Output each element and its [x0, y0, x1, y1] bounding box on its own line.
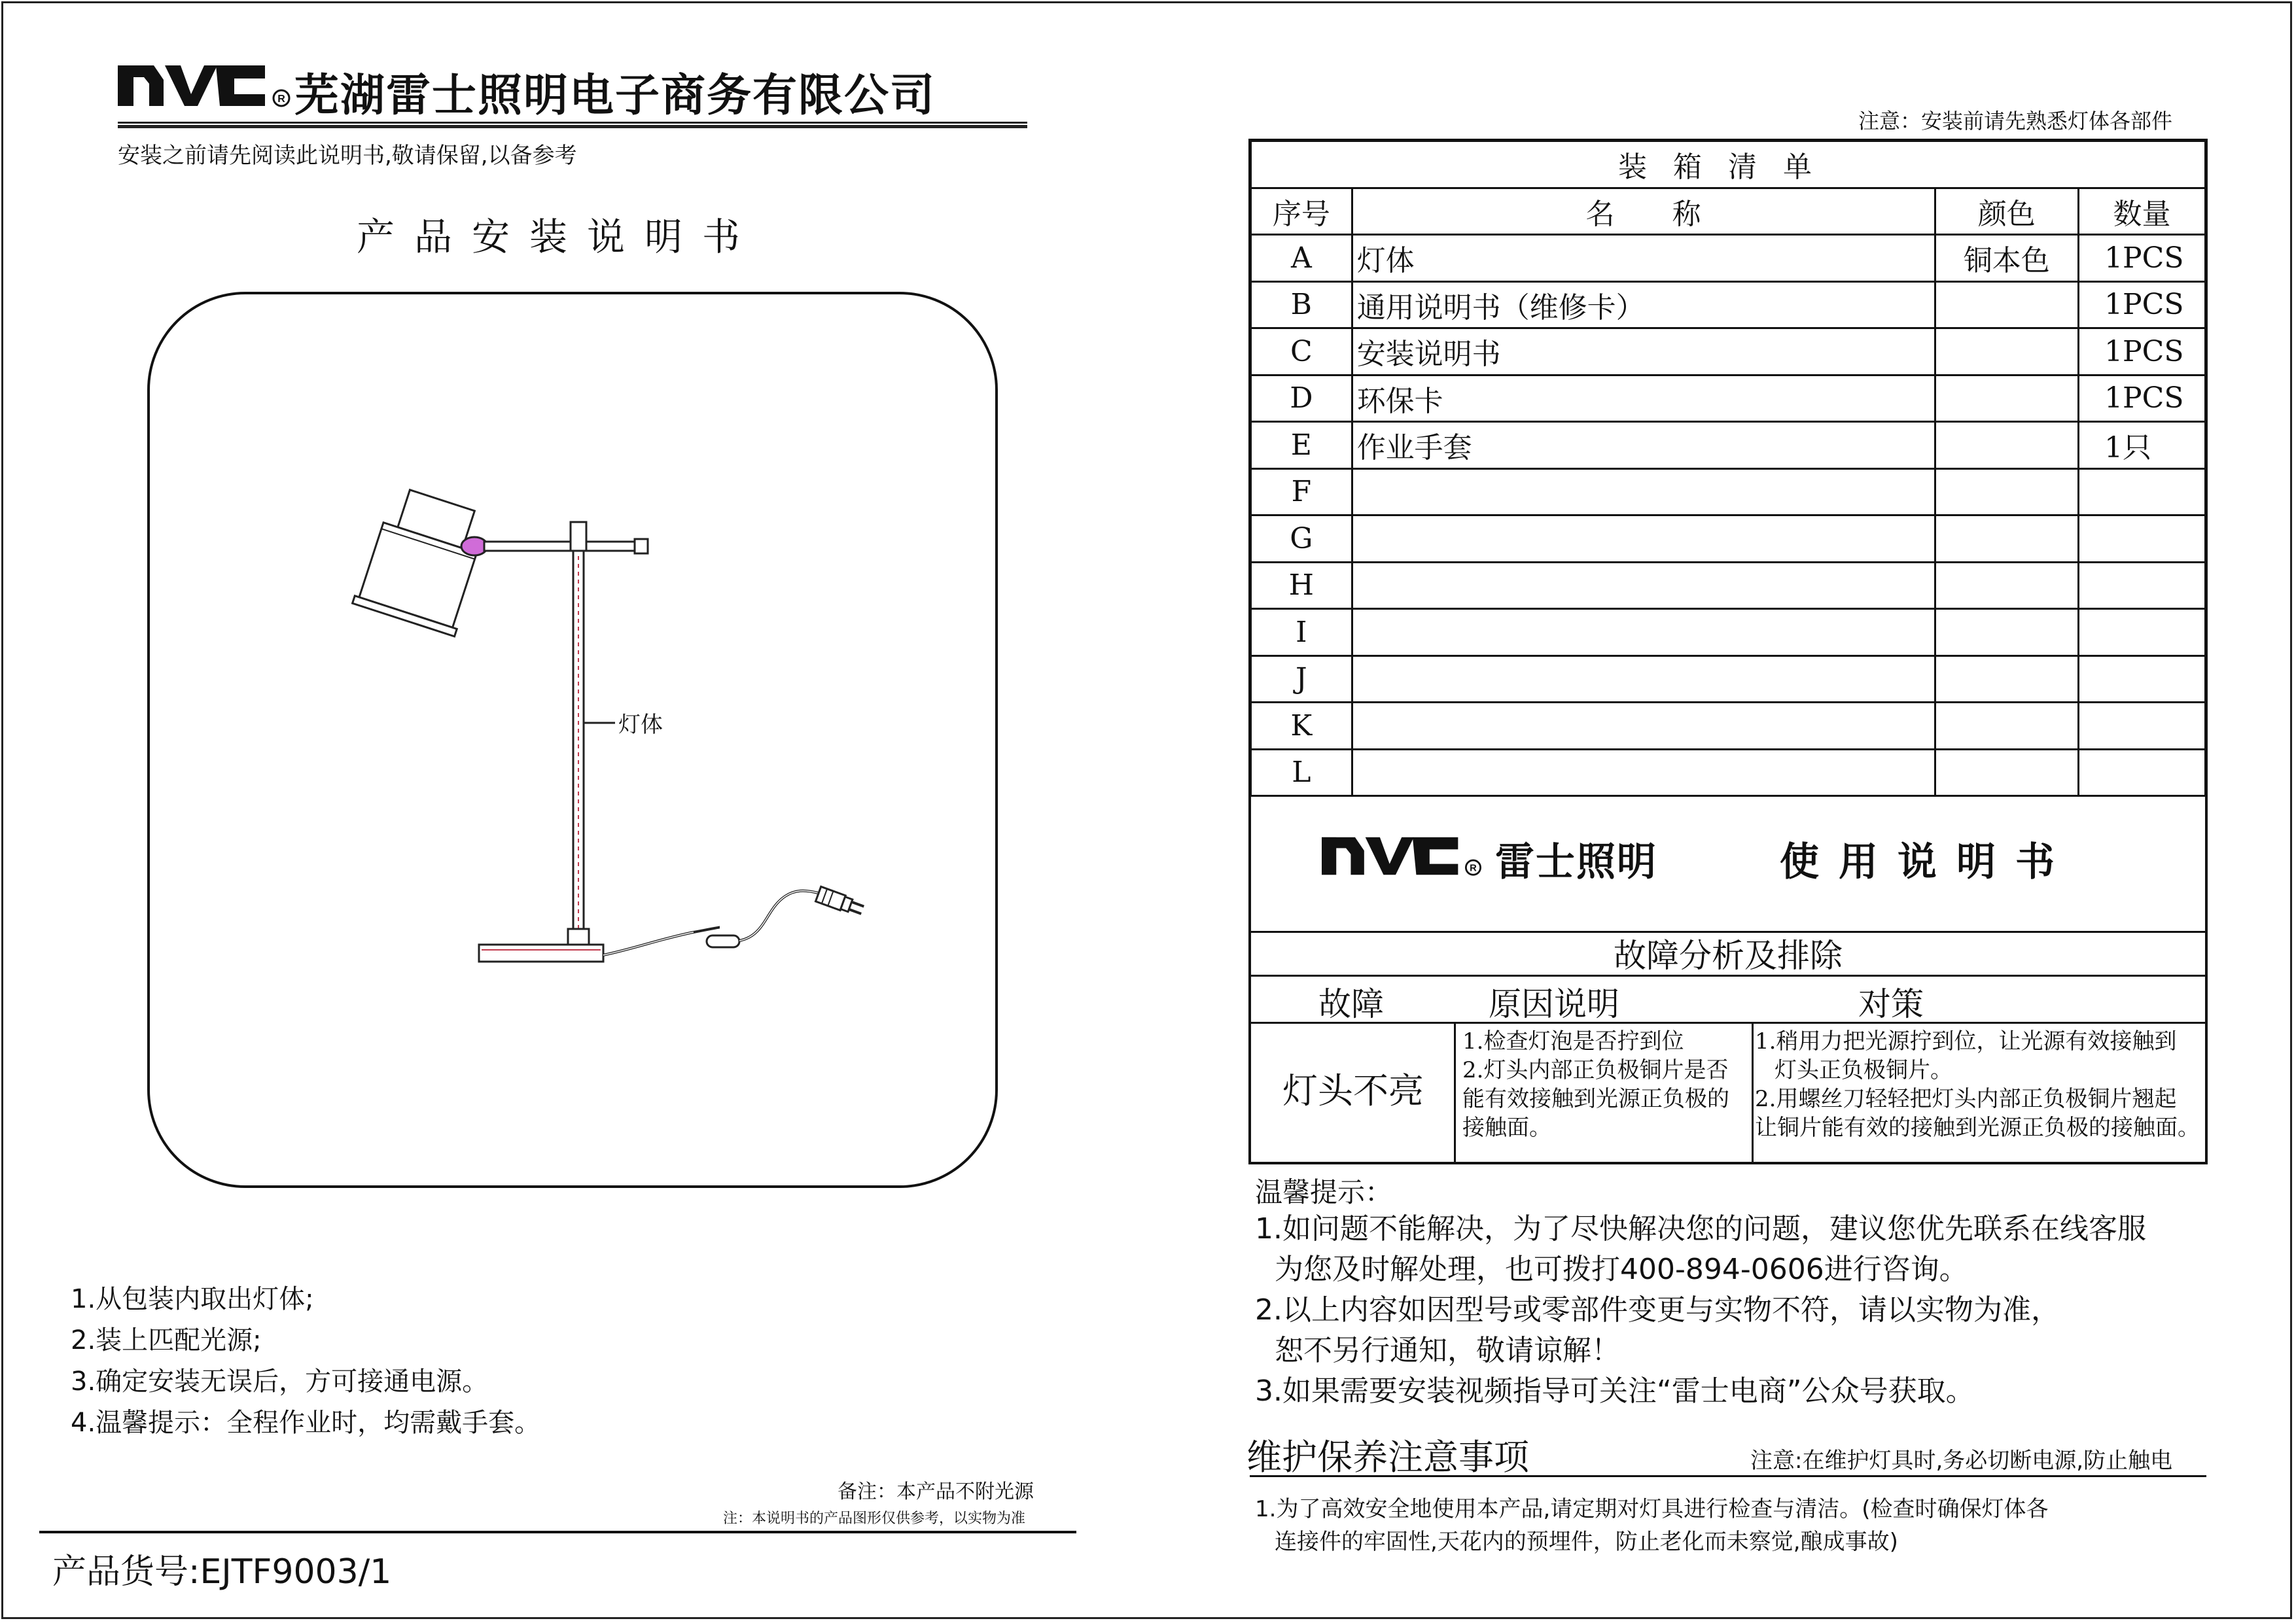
- col-header-qty: 数量: [2079, 188, 2206, 235]
- pre-install-note: 注意：安装前请先熟悉灯体各部件: [1858, 109, 2173, 133]
- row-qty: [2079, 515, 2206, 563]
- remedy-item: 让铜片能有效的接触到光源正负极的接触面。: [1755, 1115, 2200, 1141]
- read-notice: 安装之前请先阅读此说明书,敬请保留,以备参考: [118, 143, 577, 169]
- row-color: 铜本色: [1935, 235, 2079, 282]
- tip-line: 为您及时解处理，也可拨打400-894-0606进行咨询。: [1275, 1253, 1968, 1286]
- table-row: [1251, 609, 2206, 656]
- nvc-logo-small: [1322, 832, 1485, 881]
- col-header-no: 序号: [1251, 188, 1352, 235]
- header-rule: [118, 122, 1027, 128]
- row-name: [1352, 468, 1935, 515]
- step-item: 1.从包装内取出灯体;: [71, 1284, 314, 1314]
- row-name: [1352, 562, 1935, 609]
- troubleshooting-header-rule: [1250, 1022, 2206, 1024]
- row-qty: [2079, 749, 2206, 796]
- row-code: C: [1251, 328, 1352, 375]
- row-code: L: [1251, 749, 1352, 796]
- tip-line: 3.如果需要安装视频指导可关注“雷士电商”公众号获取。: [1255, 1374, 1975, 1408]
- row-name: 环保卡: [1352, 375, 1935, 422]
- row-name: 通用说明书（维修卡）: [1352, 281, 1935, 328]
- table-row: [1251, 515, 2206, 563]
- row-color: [1935, 609, 2079, 656]
- image-disclaimer: 注：本说明书的产品图形仅供参考，以实物为准: [723, 1510, 1026, 1527]
- cause-list: [1462, 1027, 1744, 1142]
- col-header-name: 名 称: [1352, 188, 1935, 235]
- plug-icon: [815, 886, 865, 917]
- row-code: J: [1251, 655, 1352, 703]
- tip-line: 1.如问题不能解决，为了尽快解决您的问题，建议您优先联系在线客服: [1255, 1212, 2146, 1246]
- packing-list-table: [1250, 140, 2206, 797]
- row-code: G: [1251, 515, 1352, 563]
- remedy-header: 对策: [1858, 985, 1924, 1023]
- row-color: [1935, 468, 2079, 515]
- table-row: [1251, 468, 2206, 515]
- row-color: [1935, 562, 2079, 609]
- row-color: [1935, 515, 2079, 563]
- row-code: F: [1251, 468, 1352, 515]
- row-qty: [2079, 468, 2206, 515]
- row-name: [1352, 515, 1935, 563]
- row-qty: [2079, 703, 2206, 750]
- tips-heading: 温馨提示：: [1255, 1176, 1393, 1208]
- maintenance-rule: [1250, 1475, 2206, 1477]
- brand-short-name: 雷士照明: [1495, 839, 1657, 885]
- step-item: 3.确定安装无误后，方可接通电源。: [71, 1367, 489, 1397]
- row-qty: 1PCS: [2079, 328, 2206, 375]
- tips-list: [1255, 1209, 2146, 1412]
- row-name: [1352, 703, 1935, 750]
- row-qty: [2079, 609, 2206, 656]
- tip-line: 恕不另行通知，敬请谅解！: [1275, 1334, 1620, 1367]
- row-qty: 1只: [2079, 422, 2206, 469]
- maintenance-warning: 注意:在维护灯具时,务必切断电源,防止触电: [1750, 1448, 2173, 1474]
- row-code: I: [1251, 609, 1352, 656]
- company-name: 芜湖雷士照明电子商务有限公司: [294, 70, 936, 122]
- svg-text:R: R: [277, 94, 285, 105]
- row-color: [1935, 422, 2079, 469]
- product-code: 产品货号:EJTF9003/1: [52, 1552, 392, 1592]
- fault-text: 灯头不亮: [1282, 1070, 1424, 1111]
- use-manual-title: 使用说明书: [1780, 839, 2074, 885]
- col-header-color: 颜色: [1935, 188, 2079, 235]
- row-code: D: [1251, 375, 1352, 422]
- table-row: [1251, 235, 2206, 282]
- plug-cord-drawing: [654, 870, 903, 981]
- row-name: [1352, 609, 1935, 656]
- row-name: 安装说明书: [1352, 328, 1935, 375]
- row-code: K: [1251, 703, 1352, 750]
- troubleshooting-title: 故障分析及排除: [1250, 931, 2206, 977]
- row-name: [1352, 749, 1935, 796]
- cause-header: 原因说明: [1489, 985, 1619, 1023]
- fault-header: 故障: [1318, 985, 1384, 1023]
- row-qty: 1PCS: [2079, 281, 2206, 328]
- col-divider: [1752, 1022, 1754, 1163]
- maintenance-line: 连接件的牢固性,天花内的预埋件，防止老化而未察觉,酿成事故): [1275, 1529, 1898, 1555]
- packing-list-title: 装箱清单: [1251, 141, 2206, 188]
- row-qty: 1PCS: [2079, 375, 2206, 422]
- table-row: [1251, 422, 2206, 469]
- row-code: H: [1251, 562, 1352, 609]
- row-name: [1352, 655, 1935, 703]
- row-color: [1935, 703, 2079, 750]
- maintenance-heading: 维护保养注意事项: [1246, 1437, 1529, 1478]
- row-name: 灯体: [1352, 235, 1935, 282]
- step-item: 4.温馨提示：全程作业时，均需戴手套。: [71, 1408, 541, 1438]
- nvc-logo: [118, 60, 294, 113]
- table-row: [1251, 328, 2206, 375]
- remedy-item: 1.稍用力把光源拧到位，让光源有效接触到: [1755, 1028, 2177, 1055]
- footer-rule: [39, 1531, 1076, 1533]
- table-row: [1251, 749, 2206, 796]
- remedy-item: 2.用螺丝刀轻轻把灯头内部正负极铜片翘起: [1755, 1086, 2177, 1112]
- row-code: E: [1251, 422, 1352, 469]
- table-row: [1251, 655, 2206, 703]
- row-qty: [2079, 562, 2206, 609]
- table-row: [1251, 562, 2206, 609]
- row-code: B: [1251, 281, 1352, 328]
- light-source-note: 备注：本产品不附光源: [838, 1480, 1034, 1503]
- row-color: [1935, 655, 2079, 703]
- row-color: [1935, 281, 2079, 328]
- svg-text:R: R: [1470, 863, 1477, 874]
- step-item: 2.装上匹配光源;: [71, 1325, 262, 1355]
- maintenance-list: [1255, 1493, 2049, 1558]
- row-color: [1935, 328, 2079, 375]
- lamp-head-icon: [353, 484, 493, 637]
- col-divider: [1454, 1022, 1456, 1163]
- row-name: 作业手套: [1352, 422, 1935, 469]
- row-color: [1935, 375, 2079, 422]
- row-color: [1935, 749, 2079, 796]
- tip-line: 2.以上内容如因型号或零部件变更与实物不符，请以实物为准，: [1255, 1293, 2060, 1327]
- row-code: A: [1251, 235, 1352, 282]
- row-qty: 1PCS: [2079, 235, 2206, 282]
- table-row: [1251, 375, 2206, 422]
- table-row: [1251, 703, 2206, 750]
- remedy-item: 灯头正负极铜片。: [1775, 1057, 1952, 1083]
- lamp-body-label: 灯体: [618, 712, 663, 738]
- maintenance-line: 1.为了高效安全地使用本产品,请定期对灯具进行检查与清洁。(检查时确保灯体各: [1255, 1496, 2049, 1522]
- page-title: 产品安装说明书: [357, 215, 760, 259]
- table-row: [1251, 281, 2206, 328]
- cause-item: 1.检查灯泡是否拧到位: [1462, 1028, 1684, 1055]
- remedy-list: [1755, 1027, 2206, 1142]
- installation-steps: [71, 1279, 540, 1444]
- cause-item: 2.灯头内部正负极铜片是否能有效接触到光源正负极的接触面。: [1462, 1057, 1729, 1141]
- row-qty: [2079, 655, 2206, 703]
